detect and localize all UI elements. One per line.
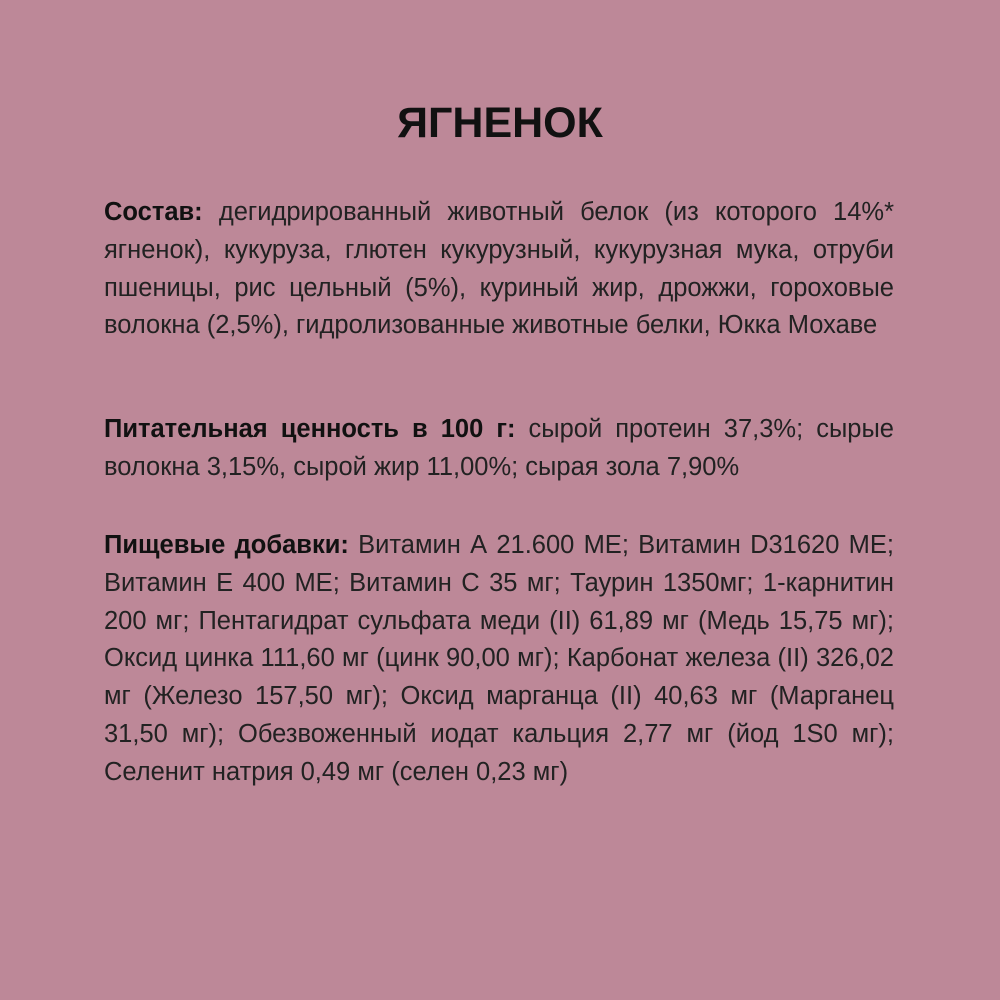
composition-label: Состав: xyxy=(104,198,203,226)
nutrition-label: Питательная ценность в 100 г: xyxy=(104,415,516,443)
additives-section xyxy=(104,527,894,792)
composition-section xyxy=(104,194,894,345)
composition-text: дегидрированный животный белок (из которого 14%* ягненок), кукуруза, глютен кукурузный, кукурузная мука, отруби пшеницы, рис цельный (5%), куриный жир, дрожжи, гороховые волокна (2,5%), гидролизованные животные белки, Юкка Мохаве xyxy=(104,198,894,340)
nutrition-text: сырой протеин 37,3%; сырые волокна 3,15%, сырой жир 11,00%; сырая зола 7,90% xyxy=(104,415,894,481)
nutrition-section xyxy=(104,411,894,487)
additives-label: Пищевые добавки: xyxy=(104,531,349,559)
additives-text: Витамин А 21.600 МЕ; Витамин D31620 МЕ; Витамин Е 400 МЕ; Витамин С 35 мг; Таурин 1350мг; 1-карнитин 200 мг; Пентагидрат сульфата меди (II) 61,89 мг (Медь 15,75 мг); Оксид цинка 111,60 мг (цинк 90,00 мг); Карбонат железа (II) 326,02 мг (Железо 157,50 мг); Оксид марганца (II) 40,63 мг (Марганец 31,50 мг); Обезвоженный иодат кальция 2,77 мг (йод 1S0 мг); Селенит натрия 0,49 мг (селен 0,23 мг) xyxy=(104,531,894,786)
page-title: ЯГНЕНОК xyxy=(397,99,603,147)
